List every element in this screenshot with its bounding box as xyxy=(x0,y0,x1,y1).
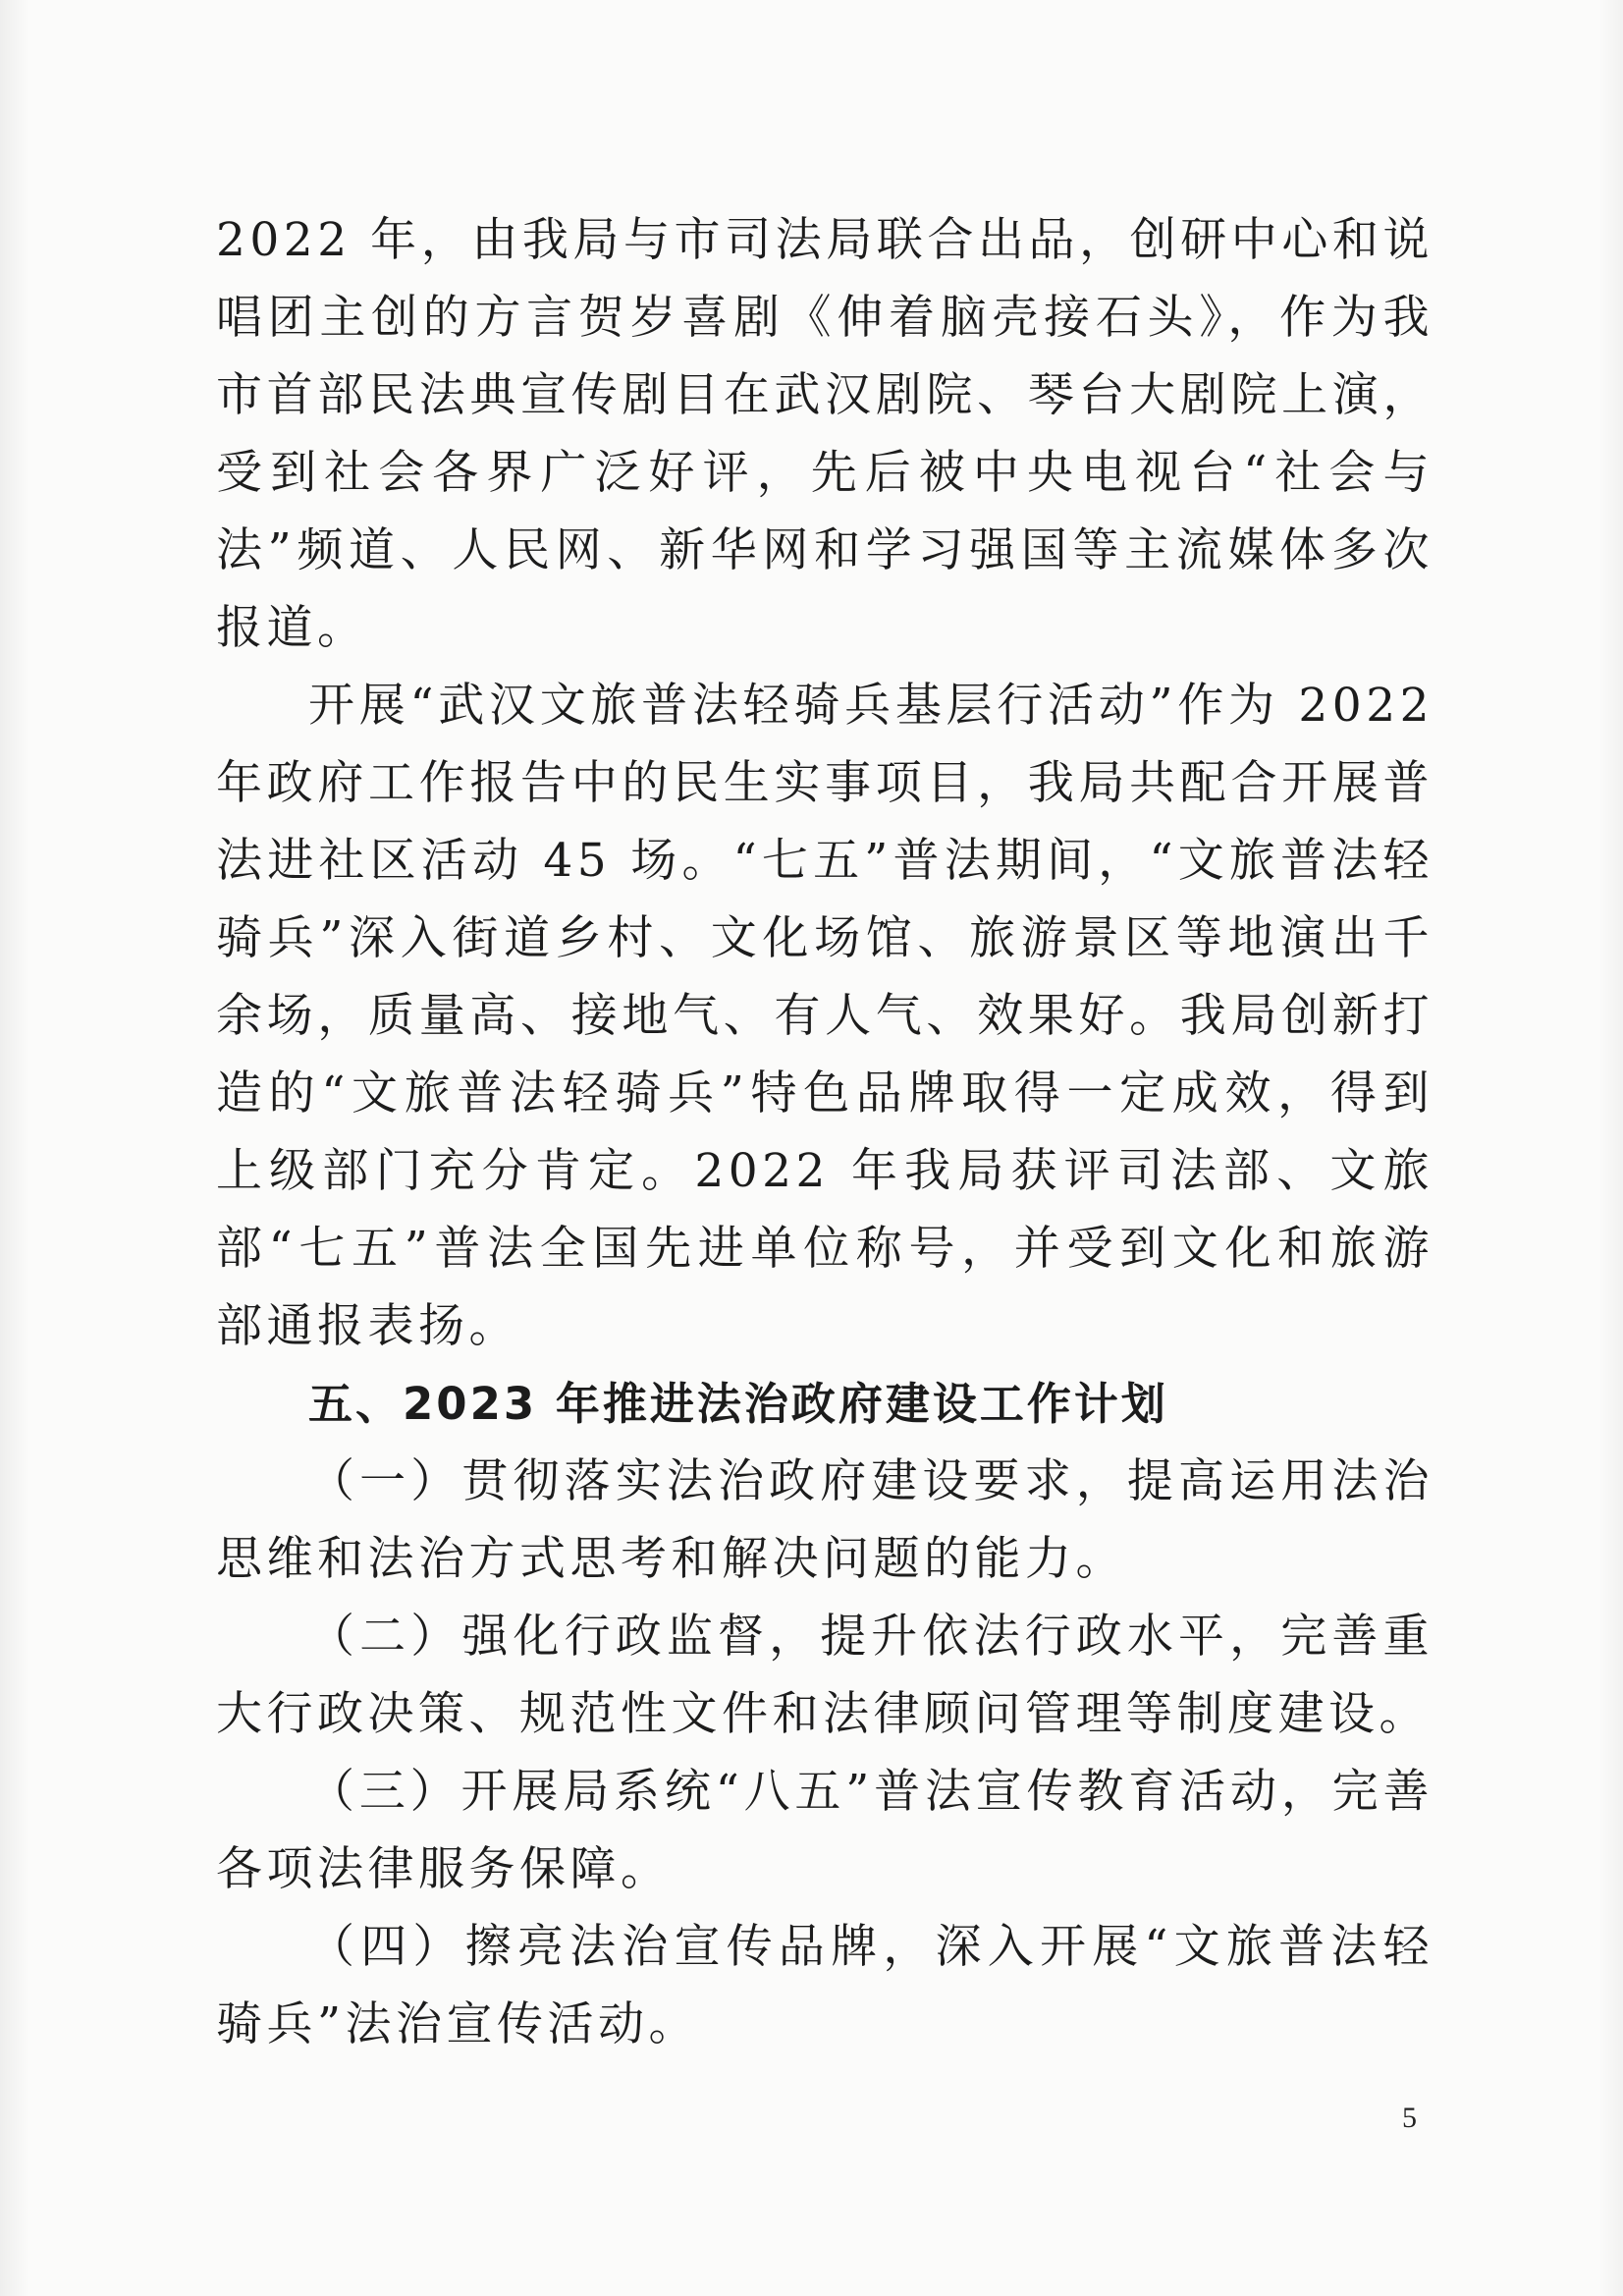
plan-item-2: （二）强化行政监督，提升依法行政水平，完善重大行政决策、规范性文件和法律顾问管理等制度建设。 xyxy=(216,1610,1434,1741)
page-number: 5 xyxy=(1402,2102,1417,2134)
section-heading-2023-plan: 五、2023 年推进法治政府建设工作计划 xyxy=(308,1378,1168,1430)
paragraph-cavalry-activity: 开展“武汉文旅普法轻骑兵基层行活动”作为 2022 年政府工作报告中的民生实事项目，我局共配合开展普法进社区活动 45 场。“七五”普法期间，“文旅普法轻骑兵”深入街道乡村、文化场馆、旅游景区等地演出千余场，质量高、接地气、有人气、效果好。我局创新打造的“文旅普法轻骑兵”特色品牌取得一定成效，得到上级部门充分肯定。2022 年我局获评司法部、文旅部“七五”普法全国先进单位称号，并受到文化和旅游部通报表扬。 xyxy=(216,679,1434,1353)
paragraph-opera-report: 2022 年，由我局与市司法局联合出品，创研中心和说唱团主创的方言贺岁喜剧《伸着脑壳接石头》，作为我市首部民法典宣传剧目在武汉剧院、琴台大剧院上演，受到社会各界广泛好评，先后被中央电视台“社会与法”频道、人民网、新华网和学习强国等主流媒体多次报道。 xyxy=(216,213,1434,655)
plan-item-3: （三）开展局系统“八五”普法宣传教育活动，完善各项法律服务保障。 xyxy=(216,1765,1434,1896)
scan-shadow-right xyxy=(1599,0,1623,2296)
document-body xyxy=(216,201,1434,2063)
scan-shadow-left xyxy=(0,0,29,2296)
plan-item-1: （一）贯彻落实法治政府建设要求，提高运用法治思维和法治方式思考和解决问题的能力。 xyxy=(216,1454,1434,1586)
plan-item-4: （四）擦亮法治宣传品牌，深入开展“文旅普法轻骑兵”法治宣传活动。 xyxy=(216,1920,1434,2051)
